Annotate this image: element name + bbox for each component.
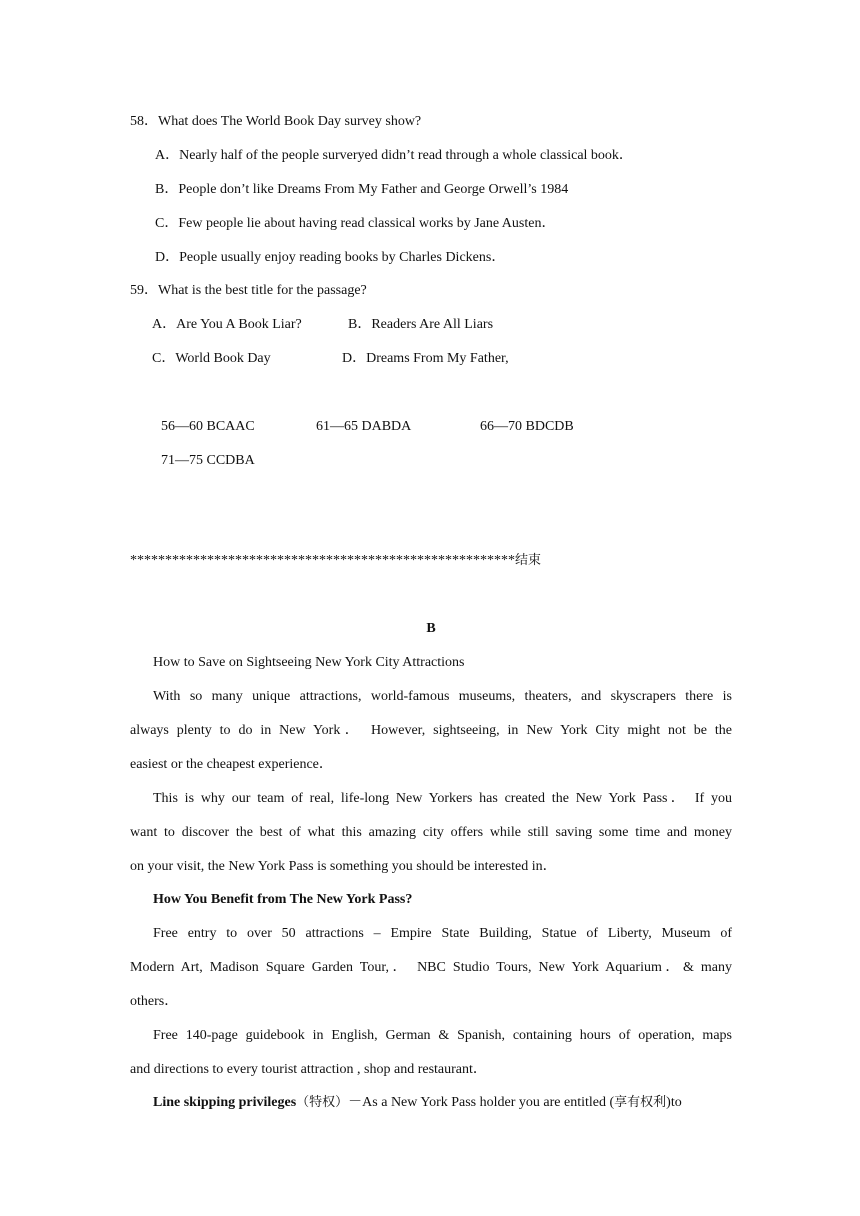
end-marker-label: 结束 bbox=[515, 553, 542, 568]
paragraph-4-line-1: Free 140-page guidebook in English, German & Spanish, containing hours of operation, maps bbox=[153, 1028, 732, 1043]
answer-61-65: 61—65 DABDA bbox=[316, 419, 412, 434]
paragraph-5-text-a: －As a New York Pass holder you are entitled ( bbox=[348, 1095, 615, 1110]
question-59-options-row2 bbox=[152, 350, 732, 368]
paragraph-2-line-2: want to discover the best of what this amazing city offers while still saving some time and money bbox=[130, 825, 732, 840]
paragraph-5-text-b: )to bbox=[666, 1095, 682, 1110]
paragraph-1-line-2: always plenty to do in New York． However, sightseeing, in New York City might not be the bbox=[130, 723, 732, 738]
paragraph-1-line-3: easiest or the cheapest experience． bbox=[130, 757, 333, 772]
question-58-option-a: A．Nearly half of the people surveryed didn’t read through a whole classical book． bbox=[155, 148, 633, 163]
paragraph-4-line-2: and directions to every tourist attraction , shop and restaurant． bbox=[130, 1062, 487, 1077]
answer-71-75: 71—75 CCDBA bbox=[161, 453, 255, 468]
question-59-options-row1 bbox=[152, 316, 732, 334]
passage-title: How to Save on Sightseeing New York City Attractions bbox=[153, 655, 465, 670]
section-heading: B bbox=[426, 621, 436, 636]
answer-key-row1 bbox=[161, 418, 763, 436]
paragraph-3-line-3: others． bbox=[130, 994, 179, 1009]
question-58-option-c: C．Few people lie about having read classical works by Jane Austen． bbox=[155, 216, 556, 231]
paragraph-2-line-3: on your visit, the New York Pass is something you should be interested in． bbox=[130, 859, 557, 874]
question-59-option-b: B．Readers Are All Liars bbox=[348, 317, 494, 332]
end-marker bbox=[130, 552, 732, 570]
paragraph-3-line-2: Modern Art, Madison Square Garden Tour,． NBC Studio Tours, New York Aquarium．& many bbox=[130, 960, 732, 975]
question-59-option-d: D．Dreams From My Father, bbox=[342, 351, 509, 366]
question-58-option-b: B．People don’t like Dreams From My Father and George Orwell’s 1984 bbox=[155, 182, 569, 197]
entitled-gloss: 享有权利 bbox=[614, 1095, 667, 1110]
line-skipping-label: Line skipping privileges bbox=[153, 1095, 297, 1110]
end-marker-stars: ******************************************************* bbox=[130, 553, 515, 568]
paragraph-1-line-1: With so many unique attractions, world-famous museums, theaters, and skyscrapers there is bbox=[153, 689, 732, 704]
paragraph-5-line-1 bbox=[153, 1094, 732, 1112]
answer-66-70: 66—70 BDCDB bbox=[480, 419, 574, 434]
question-58-stem: 58．What does The World Book Day survey show? bbox=[130, 114, 422, 129]
question-59-option-c: C．World Book Day bbox=[152, 351, 271, 366]
privileges-gloss: （特权） bbox=[296, 1095, 349, 1110]
question-58-option-d: D．People usually enjoy reading books by Charles Dickens． bbox=[155, 250, 506, 265]
paragraph-2-line-1: This is why our team of real, life-long New Yorkers has created the New York Pass． If you bbox=[153, 791, 732, 806]
question-59-stem: 59．What is the best title for the passage? bbox=[130, 283, 367, 298]
answer-56-60: 56—60 BCAAC bbox=[161, 419, 255, 434]
paragraph-3-line-1: Free entry to over 50 attractions – Empire State Building, Statue of Liberty, Museum of bbox=[153, 926, 732, 941]
question-59-option-a: A．Are You A Book Liar? bbox=[152, 317, 302, 332]
benefit-heading: How You Benefit from The New York Pass? bbox=[153, 892, 413, 907]
